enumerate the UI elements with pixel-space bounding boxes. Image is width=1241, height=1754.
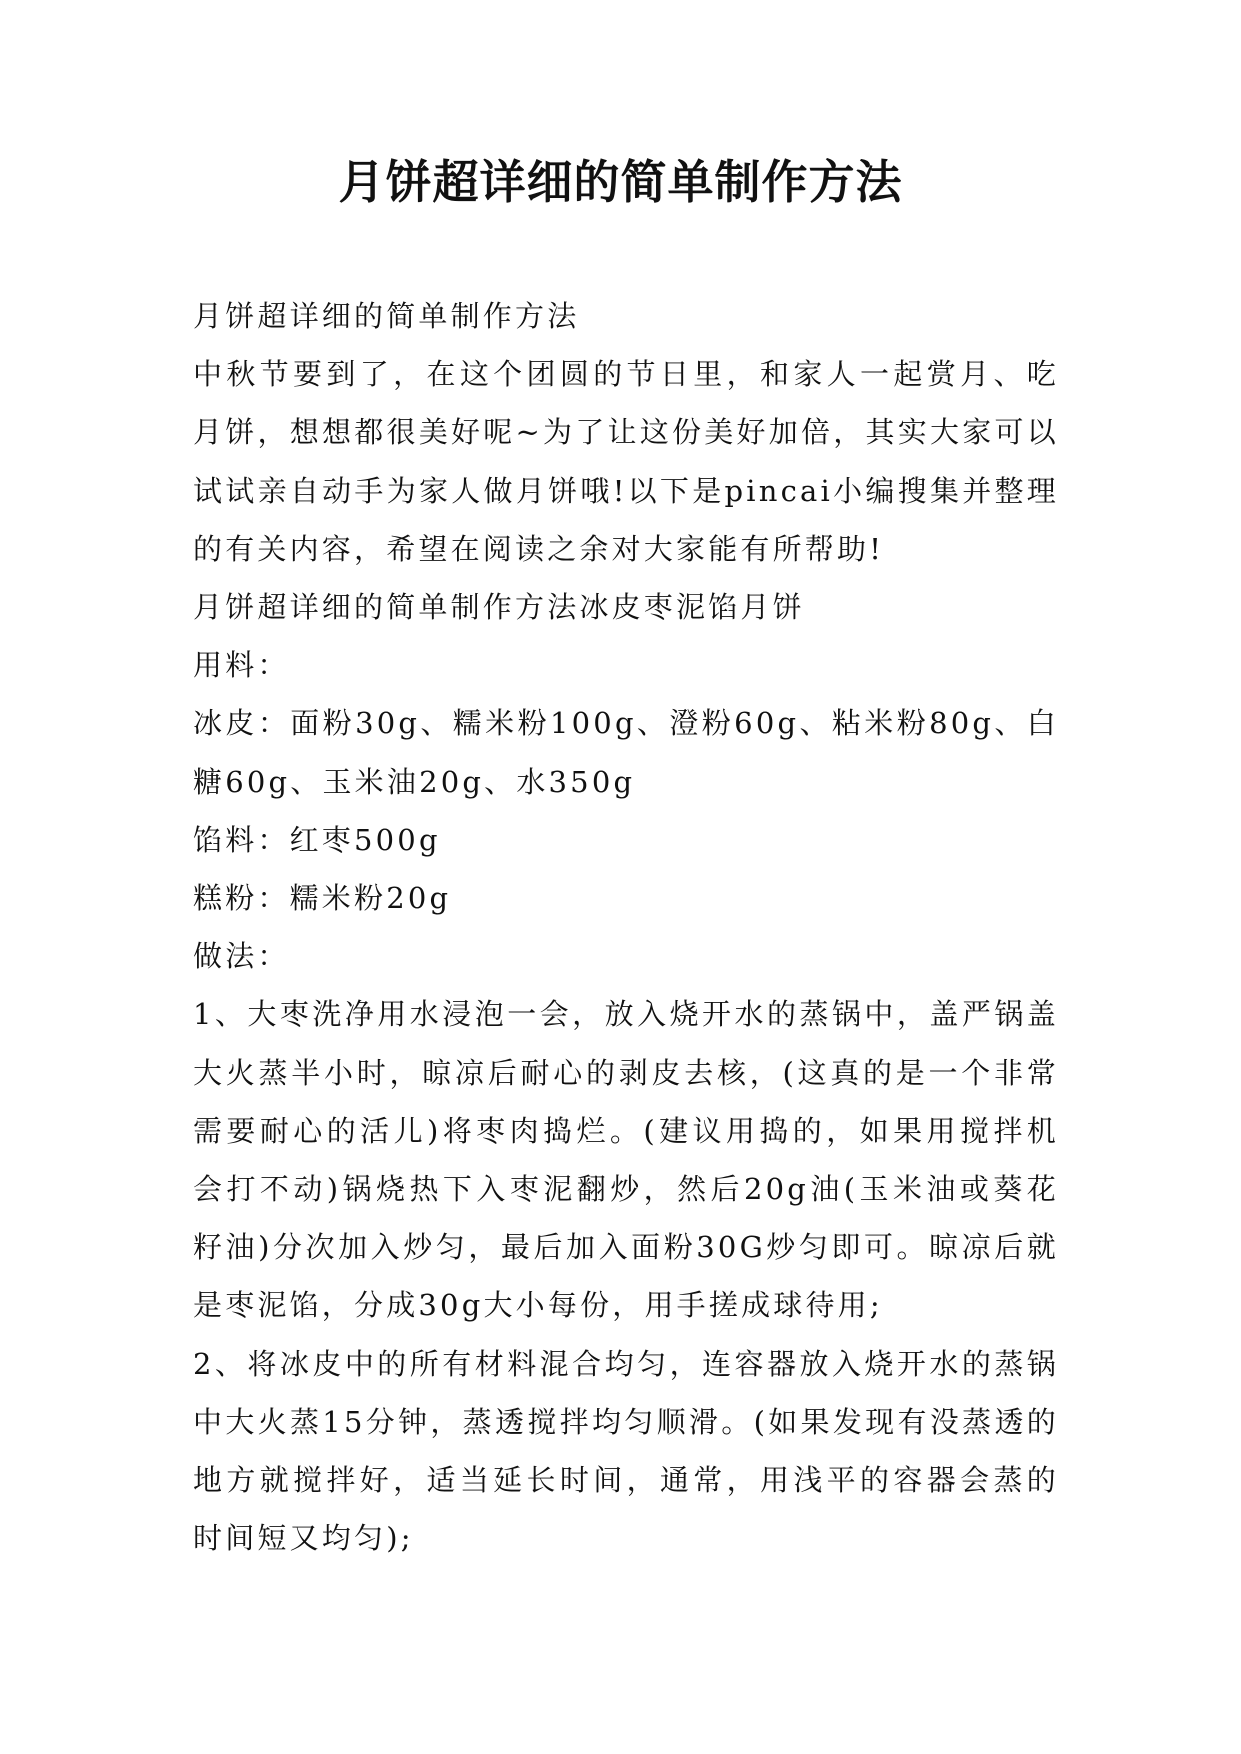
- paragraph-step-1: 1、大枣洗净用水浸泡一会，放入烧开水的蒸锅中，盖严锅盖大火蒸半小时，晾凉后耐心的剥皮去核，(这真的是一个非常需要耐心的活儿)将枣肉捣烂。(建议用捣的，如果用搅拌机会打不动)锅烧热下入枣泥翻炒，然后20g油(玉米油或葵花籽油)分次加入炒匀，最后加入面粉30G炒匀即可。晾凉后就是枣泥馅，分成30g大小每份，用手搓成球待用;: [193, 997, 1059, 1323]
- paragraph-ingredients-label: 用料：: [193, 648, 290, 683]
- paragraph-step-2: 2、将冰皮中的所有材料混合均匀，连容器放入烧开水的蒸锅中大火蒸15分钟，蒸透搅拌均匀顺滑。(如果发现有没蒸透的地方就搅拌好，适当延长时间，通常，用浅平的容器会蒸的时间短又均匀);: [193, 1346, 1059, 1556]
- paragraph-intro: 中秋节要到了，在这个团圆的节日里，和家人一起赏月、吃月饼，想想都很美好呢~为了让这份美好加倍，其实大家可以试试亲自动手为家人做月饼哦!以下是pincai小编搜集并整理的有关内容，希望在阅读之余对大家能有所帮助!: [193, 357, 1059, 566]
- document-body: [193, 287, 1059, 1567]
- paragraph-method-label: 做法：: [193, 939, 290, 974]
- paragraph-recipe-heading: 月饼超详细的简单制作方法冰皮枣泥馅月饼: [193, 590, 805, 625]
- paragraph-ingredients-skin: 冰皮：面粉30g、糯米粉100g、澄粉60g、粘米粉80g、白糖60g、玉米油20g、水350g: [193, 706, 1059, 799]
- paragraph-ingredients-powder: 糕粉：糯米粉20g: [193, 881, 452, 916]
- document-title: 月饼超详细的简单制作方法: [338, 155, 903, 209]
- paragraph-ingredients-filling: 馅料：红枣500g: [193, 822, 441, 857]
- paragraph-subtitle: 月饼超详细的简单制作方法: [193, 299, 580, 333]
